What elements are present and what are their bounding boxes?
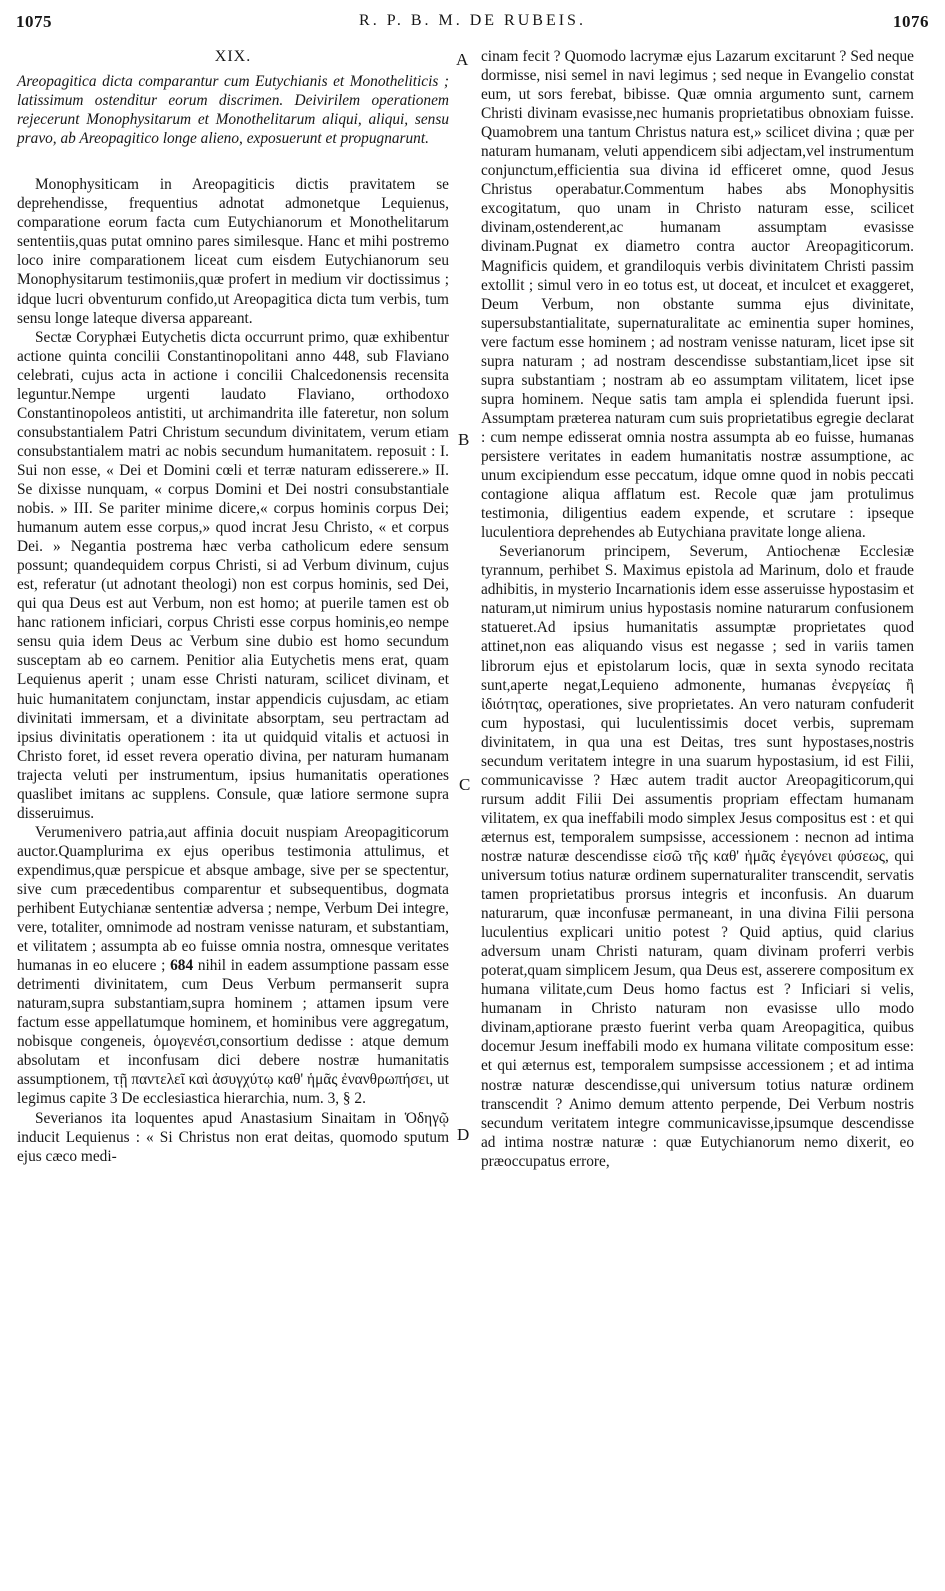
paragraph: Monophysiticam in Areopagiticis dictis pravitatem se deprehendisse, frequentius adnotat admonetque Lequienus, comparatione eorum facta cum Eutychianorum et Monothelitarum sententiis,quas putat omnino pares similesque. Hanc et mihi postremo loco inire comparationem liceat cum eisdem Eutychianorum seu Monophysitarum testimoniis,quæ profert in medium vir doctissimus ; idque lucri obventurum confido,ut Areopagitica dicta tum verbis, tum sensu longe lateque diversa appareant.	[17, 176, 449, 327]
paragraph: cinam fecit ? Quomodo lacrymæ ejus Lazarum excitarunt ? Sed neque dormisse, nisi semel in navi legimus ; sed neque in Evangelio constat eum, ut sors ferebat, bibisse. Quæ omnia argumento sunt, carnem Christi divinam evasisse,nec humanis proprietatibus obnoxiam fuisse. Quamobrem una tantum Christus natura est,» scilicet divina ; quæ per naturam humanam, veluti appendicem sibi adjectam,vel instrumentum conjunctum,efficientia sua divina id efficeret omne, quod Jesus Christus operabatur.Commentum habes abs Monophysitis excogitatum, quo unam in Christo naturam esse, scilicet divinam,ostenderent,ac humanam assumptam evasisse divinam.Pugnat ex diametro contra auctor Areopagiticorum. Magnificis quidem, et grandiloquis verbis divinitatem Christi passim extollit ; simul vero in eo totus est, ut doceat, et inculcet et exaggeret, Deum Verbum, non obstante summa ejus divinitate, supersubstantialitate, supernaturalitate ac eminentia super homines, vere factum esse hominem ; ad nostram venisse naturam, licet ipse sit supra naturam ; ad nostram descendisse substantiam,licet ipse sit supra substantiam ; nostram ab eo assumptam vilitatem, licet ipse supra hominem. Neque satis tam ampla ei splendida fuerunt ipsi. Assumptam præterea naturam cum suis proprietatibus egregie declarat : cum nempe edisserat omnia nostra assumpta ab eo fuisse, humanas persistere veritates in eadem humanitatis nostræ assumptione, ac unum excipiendum esse peccatum, idque omne quod in nobis peccati contagione aliqua afflatum est. Recole quæ jam protulimus testimonia, diligentius eadem expende, et scrutare : ipseque luculentiora deprehendes ab Eutychiana pravitate longe aliena.	[481, 48, 914, 542]
right-column	[481, 47, 914, 1171]
left-page-number: 1075	[16, 12, 52, 31]
paragraph: Sectæ Coryphæi Eutychetis dicta occurrunt primo, quæ exhibentur actione quinta concilii Constantinopolitani anno 448, sub Flaviano celebrati, cujus acta in actione i concilii Chalcedonensis recensita leguntur.Nempe urgenti laudato Flaviano, orthodoxo Constantinopoleos antistiti, ut archimandrita ille fateretur, non solum consubstantialem Patri Christum secundum divinitatem, verum etiam consubstantialem matri ac nobis secundum humanitatem. reposuit : I. Sui non esse, « Dei et Domini cœli et terræ naturam edisserere.» II. Se dixisse nunquam, « corpus Domini et Dei nostri consubstantiale nobis. » III. Se pariter minime dicere,« corpus hominis corpus Dei; humanum autem esse corpus,» quod incrat Jesu Christo, « et corpus Dei. » Negantia postrema hæc verba catholicum edere sensum possunt; quandequidem corpus Christi, si ad Verbum divinum, cujus est, referatur (ut adnotant theologi) non est corpus hominis, sed Dei, qui qua Deus est aut Verbum, non est homo; at puerile tamen est ob hanc rationem inficiari, corpus Christi esse corpus hominis,eo nempe sensu quia idem Deus ac Verbum sine dubio est homo secundum susceptam ab eo carnem. Penitior alia Eutychetis mens erat, quam Lequienus aperit ; unam esse Christi naturam, scilicet divinam, et huic humanitatem conjunctam, instar appendicis cujusdam, ac etiam divinitati immersam, et a divinitate absorptam, seu pertractam ad ipsius divinitatis operationem : ita ut quidquid vitalis et actuosi in Christo foret, id esset revera operatio divina, per naturam humanam trajecta veluti per instrumentum, ipsius humanitatis operationes quaslibet imitans ac supplens. Consule, quæ latiore sermone supra disseruimus.	[17, 328, 449, 822]
right-page-number: 1076	[893, 12, 929, 31]
paragraph: Severianos ita loquentes apud Anastasium Sinaitam in Ὁδηγῷ inducit Lequienus : « Si Christus non erat deitas, quomodo sputum ejus cæco medi-	[17, 1109, 449, 1165]
gutter-letter-d: D	[457, 1125, 470, 1144]
left-column	[17, 47, 449, 1166]
gutter-letter-c: C	[459, 775, 471, 794]
paragraph-text: Verumenivero patria,aut affinia docuit nuspiam Areopagiticorum auctor.Quamplurima ex ejus operibus testimonia attulimus, et expendimus,quæ perspicue et absque ambage, sive per se spectentur, sive cum præcedentibus comparentur et subsequentibus, dogmata perhibent Eutychianæ sententiæ adversa ; nempe, Verbum Dei integre, vere, totaliter, omnimode ad nostram venisse naturam, et substantiam, et vilitatem ; assumpta ab eo fuisse omnia nostra, omnesque veritates humanas in eo elucere ;	[17, 823, 449, 975]
marginal-number: 684	[170, 957, 194, 975]
paragraph: Severianorum principem, Severum, Antiochenæ Ecclesiæ tyrannum, perhibet S. Maximus epistola ad Marinum, dolo et fraude adhibitis, in mysterio Incarnationis idem esse asseruisse hypostasim et naturam,ut nimirum unius hypostasis nomine naturarum confusionem statueret.Ad ipsius humanitatis assumptæ proprietates quod attinet,non eas aliquando visus est negasse ; sed in variis tamen librorum ejus et epistolarum locis, quæ in sexta synodo recitata sunt,aperte negat,Lequieno admonente, humanas ἐνεργείας ἢ ἰδιότητας, operationes, sive proprietates. An vero naturam confuderit cum hypostasi, qui luculentissimis docet verbis, supremam divinitatem, in qua una est Deitas, tres sunt hypostases,nostris secundum veritatem integre in una suarum hypostasium, id est Filii, communicavisse ? Hæc autem tradit auctor Areopagiticorum,qui rursum addit Filii Dei assumentis propriam effectam humanam vilitatem, ex qua ineffabili modo simplex Jesus compositus est : et qui æternus est, temporalem sumpsisse, accessionem : necnon ad intima nostræ naturæ descendisse εἰσῶ τῆς καθ' ἡμᾶς ἐγεγόνει φύσεως, qui universum totius naturæ ordinem supernaturaliter transcendit, servatis tamen proprietatibus prorsus integris et inconfusis. An duarum naturarum, quæ inconfusæ permaneant, in una divina Filii persona luculentius explicari unitio potest ? Quid aptius, quid clarius adversum unam Christi naturam, quam divinam proferri verbis poterat,quam simplicem Jesum, qua Deus est, asserere compositum ex humana vilitate,cum Deus homo factus est ? Inficiari si velis, humanam in Christo naturam non evasisse ullo modo divinam,aptiorane præsto fuerint verba quam Areopagitica, quibus docemur Jesum ineffabili modo ex humana vilitate compositum esse: et qui æternus est, temporalem sumpsisse accessionem ; et ad intima nostræ naturæ descendisse,qui universum totius naturæ ordinem transcendit ? Animo demum attento perpende, Dei Verbum nostris secundum veritatem integre communicavisse,ipsumque descendisse ad intima nostræ naturæ : quæ Eutychianorum nemo dixerit, eo præoccupatus errore,	[481, 543, 914, 1170]
gutter-letter-a: A	[456, 50, 469, 69]
running-title: R. P. B. M. DE RUBEIS.	[359, 12, 586, 29]
paragraph-text: nihil in eadem assumptione passam esse detrimenti divinitatem, cum Deus Verbum permanserit supra naturam,supra substantiam,supra hominem ; attamen ipsum vere factum esse appellatumque hominem, et hominibus vere aggregatum, nobisque congeneis, ὁμογενέσι,consortium dedisse : atque demum absolutam et inconfusam dici debere nostræ humanitatis assumptionem, τῇ παντελεῖ καὶ ἀσυγχύτῳ καθ' ἡμᾶς ἐνανθρωπήσει, ut legimus capite 3 De ecclesiastica hierarchia, num. 3, § 2.	[17, 957, 449, 1108]
section-number: XIX.	[214, 48, 252, 65]
section-summary: Areopagitica dicta comparantur cum Eutychianis et Monotheliticis ; latissimum ostenditur eorum discrimen. Deivirilem operationem rejecerunt Monophysitarum et Monothelitarum aliqui, aliqui, sensu pravo, ab Areopagitico longe alieno, exposuerunt et propugnarunt.	[17, 73, 449, 148]
page-header	[16, 12, 929, 38]
paragraph	[17, 823, 449, 1109]
gutter-letter-b: B	[458, 430, 470, 449]
